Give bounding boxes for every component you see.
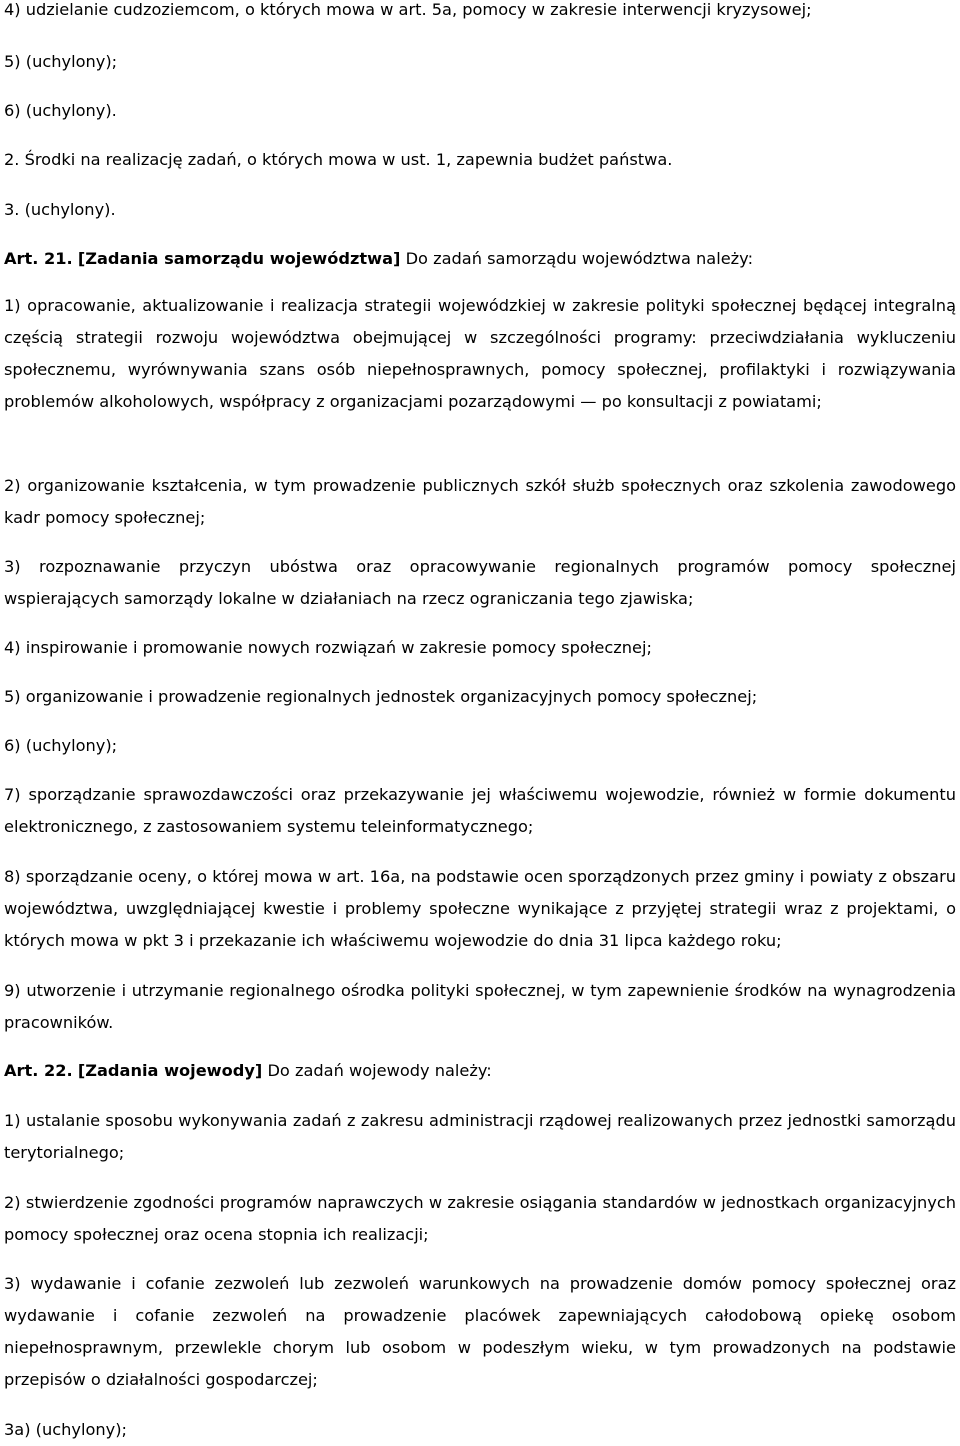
art21-item-2: 2) organizowanie kształcenia, w tym prowadzenie publicznych szkół służb społecznych oraz szkolenia zawodowego kadr pomocy społecznej; xyxy=(4,476,956,527)
art21-item-3: 3) rozpoznawanie przyczyn ubóstwa oraz opracowywanie regionalnych programów pomocy społecznej wspierających samorządy lokalne w działaniach na rzecz ograniczania tego zjawiska; xyxy=(4,557,956,608)
art22-item-2: 2) stwierdzenie zgodności programów naprawczych w zakresie osiągania standardów w jednostkach organizacyjnych pomocy społecznej oraz ocena stopnia ich realizacji; xyxy=(4,1193,956,1244)
art21-item-8: 8) sporządzanie oceny, o której mowa w art. 16a, na podstawie ocen sporządzonych przez gminy i powiaty z obszaru województwa, uwzględniającej kwestie i problemy społeczne wynikające z przyjętej strategii wraz z projektami, o których mowa w pkt 3 i przekazanie ich właściwemu wojewodzie do dnia 31 lipca każdego roku; xyxy=(4,867,956,950)
para-top-1: 4) udzielanie cudzoziemcom, o których mowa w art. 5a, pomocy w zakresie interwencji kryzysowej; xyxy=(4,0,812,19)
art21-item-5: 5) organizowanie i prowadzenie regionalnych jednostek organizacyjnych pomocy społecznej; xyxy=(4,687,758,706)
art21-item-4: 4) inspirowanie i promowanie nowych rozwiązań w zakresie pomocy społecznej; xyxy=(4,638,652,657)
art22-item-1: 1) ustalanie sposobu wykonywania zadań z zakresu administracji rządowej realizowanych przez jednostki samorządu terytorialnego; xyxy=(4,1111,956,1162)
art21-heading: [Zadania samorządu województwa] xyxy=(77,249,401,268)
para-top-4: 2. Środki na realizację zadań, o których mowa w ust. 1, zapewnia budżet państwa. xyxy=(4,150,673,169)
art21-item-7: 7) sporządzanie sprawozdawczości oraz przekazywanie jej właściwemu wojewodzie, również w formie dokumentu elektronicznego, z zastosowaniem systemu teleinformatycznego; xyxy=(4,785,956,836)
art22-number: Art. 22. xyxy=(4,1061,73,1080)
art21-intro xyxy=(4,243,956,275)
art21-number: Art. 21. xyxy=(4,249,73,268)
art21-item-1: 1) opracowanie, aktualizowanie i realizacja strategii wojewódzkiej w zakresie polityki społecznej będącej integralną częścią strategii rozwoju województwa obejmującej w szczególności programy: przeciwdziałania wykluczeniu społecznemu, wyrównywania szans osób niepełnosprawnych, pomocy społecznej, profilaktyki i rozwiązywania problemów alkoholowych, współpracy z organizacjami pozarządowymi — po konsultacji z powiatami; xyxy=(4,296,956,411)
para-top-3: 6) (uchylony). xyxy=(4,101,117,120)
art22-item-4: 3a) (uchylony); xyxy=(4,1420,128,1439)
art22-item-3: 3) wydawanie i cofanie zezwoleń lub zezwoleń warunkowych na prowadzenie domów pomocy społecznej oraz wydawanie i cofanie zezwoleń na prowadzenie placówek zapewniających całodobową opiekę osobom niepełnosprawnym, przewlekle chorym lub osobom w podeszłym wieku, w tym prowadzonych na podstawie przepisów o działalności gospodarczej; xyxy=(4,1274,956,1389)
para-top-5: 3. (uchylony). xyxy=(4,200,116,219)
art22-intro xyxy=(4,1055,956,1087)
art21-intro-text: Do zadań samorządu województwa należy: xyxy=(405,249,754,268)
para-top-2: 5) (uchylony); xyxy=(4,52,118,71)
art22-intro-text: Do zadań wojewody należy: xyxy=(267,1061,492,1080)
art21-item-6: 6) (uchylony); xyxy=(4,736,118,755)
art21-item-9: 9) utworzenie i utrzymanie regionalnego ośrodka polityki społecznej, w tym zapewnienie środków na wynagrodzenia pracowników. xyxy=(4,981,956,1032)
art22-heading: [Zadania wojewody] xyxy=(77,1061,263,1080)
